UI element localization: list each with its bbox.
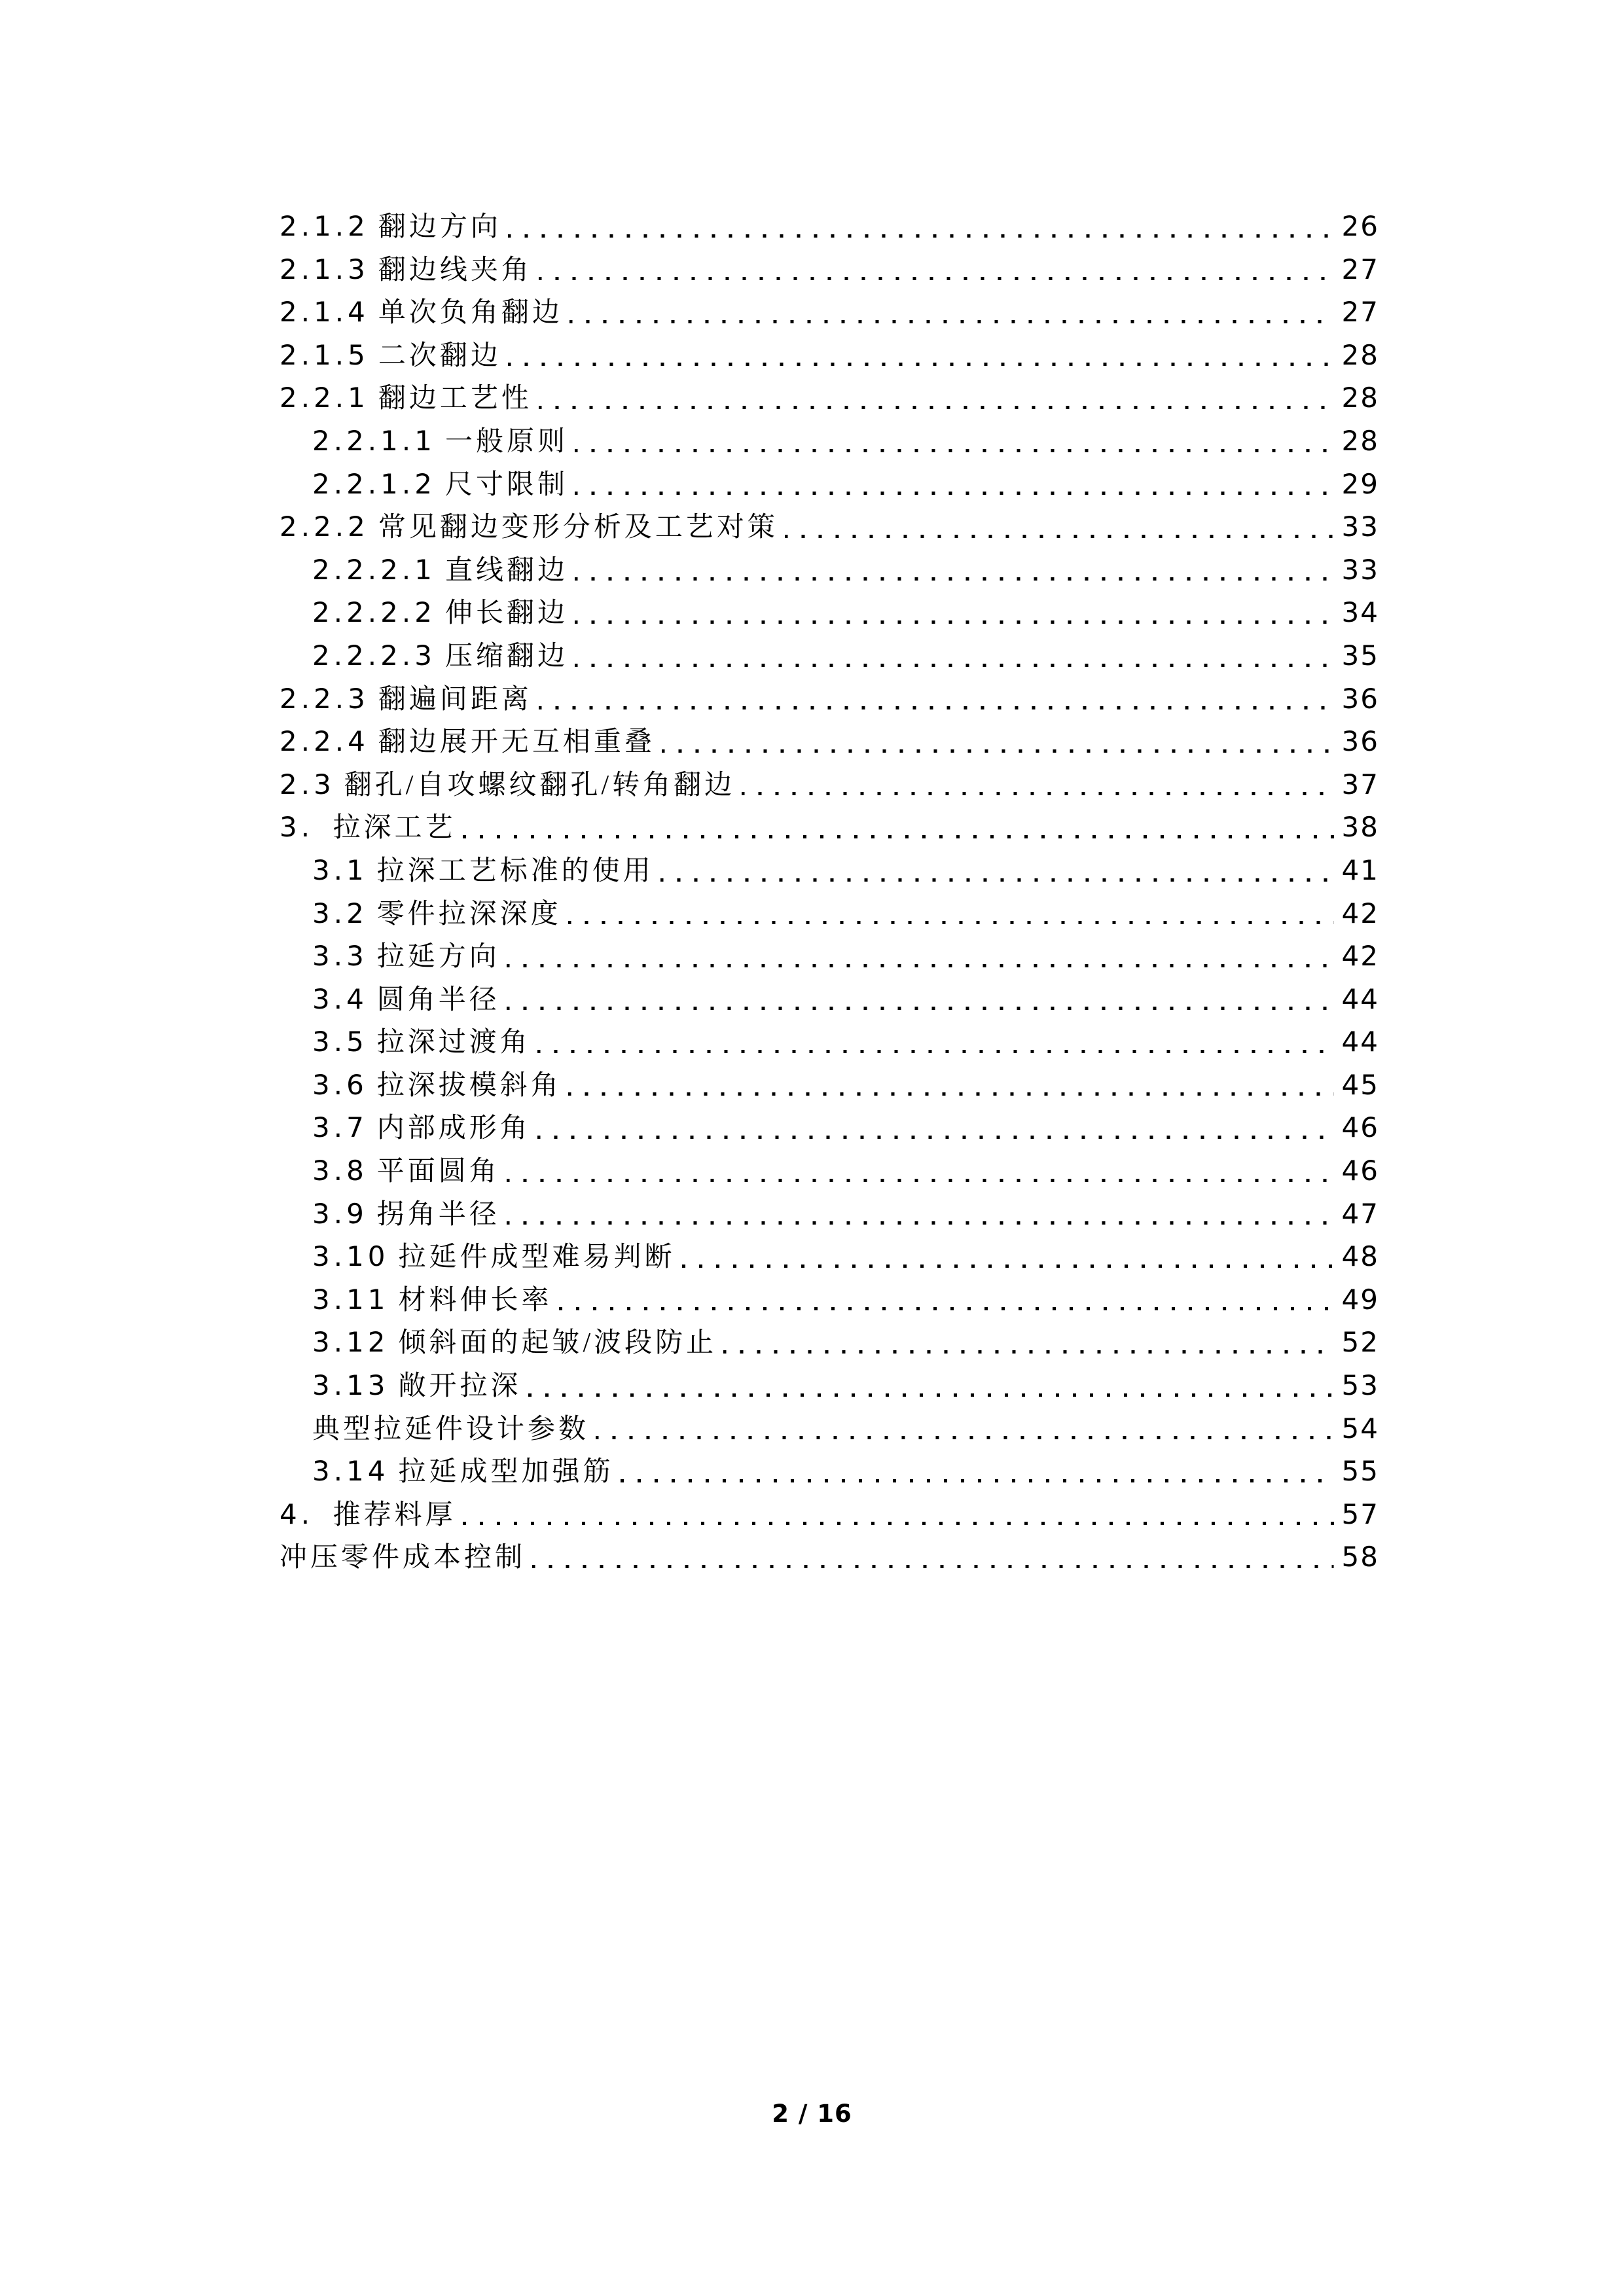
toc-entry-title: 二次翻边 [378,340,501,371]
toc-entry[interactable] [280,849,1379,892]
toc-entry-number: 3. [280,811,314,844]
toc-entry-page: 52 [1341,1326,1379,1359]
dot-leader [507,1179,1334,1182]
toc-entry-number: 2.1.5 [280,338,369,371]
toc-entry[interactable] [280,634,1379,677]
toc-entry[interactable] [280,376,1379,420]
toc-entry-page: 42 [1341,940,1379,973]
toc-entry-title: 拉深工艺 [323,813,456,844]
dot-leader [463,835,1334,838]
toc-entry[interactable] [280,1020,1379,1064]
toc-entry-number: 3.8 [312,1155,368,1187]
toc-entry-title: 翻边方向 [378,212,501,242]
toc-entry-title: 翻边线夹角 [378,255,532,285]
dot-leader [507,964,1334,967]
toc-entry-number: 3.2 [312,897,368,929]
toc-entry[interactable] [280,1235,1379,1278]
toc-entry-title: 拉深工艺标准的使用 [376,855,654,886]
page-indicator: 2 / 16 [772,2100,852,2128]
dot-leader [539,277,1334,280]
toc-entry-page: 42 [1341,897,1379,929]
toc-entry-number: 2.2.2.3 [312,639,436,672]
toc-entry-number: 2.1.2 [280,210,369,242]
toc-entry-number: 3.12 [312,1326,389,1359]
toc-entry-title: 材料伸长率 [398,1285,552,1316]
toc-entry-page: 47 [1341,1197,1379,1230]
toc-entry[interactable] [280,1364,1379,1407]
toc-entry-title: 拐角半径 [376,1199,500,1230]
toc-entry-page: 53 [1341,1369,1379,1402]
toc-entry-title: 拉深拔模斜角 [376,1070,562,1101]
toc-entry-page: 55 [1341,1455,1379,1488]
toc-entry-number: 3.9 [312,1197,368,1230]
toc-entry[interactable] [280,677,1379,721]
toc-entry-page: 29 [1341,467,1379,500]
dot-leader [596,1436,1334,1439]
toc-entry-number: 3.11 [312,1283,389,1316]
toc-entry-page: 48 [1341,1240,1379,1273]
toc-entry-number: 3.6 [312,1068,368,1101]
toc-entry[interactable] [280,1149,1379,1193]
toc-entry-number: 2.2.4 [280,725,369,758]
dot-leader [660,878,1334,882]
toc-entry-page: 27 [1341,253,1379,285]
toc-entry-title: 圆角半径 [376,984,500,1015]
toc-entry-number: 3.3 [312,940,368,973]
toc-entry-page: 37 [1341,768,1379,800]
dot-leader [682,1265,1334,1268]
toc-entry-number: 2.1.3 [280,253,369,285]
toc-entry-page: 33 [1341,511,1379,543]
toc-entry-title: 一般原则 [444,426,568,457]
toc-entry-page: 49 [1341,1283,1379,1316]
toc-entry-number: 2.2.1.1 [312,424,436,457]
toc-entry-number: 3.14 [312,1455,389,1488]
toc-entry-number: 3.5 [312,1026,368,1058]
dot-leader [568,921,1334,924]
dot-leader [742,792,1333,795]
toc-entry-page: 28 [1341,338,1379,371]
toc-entry[interactable] [280,892,1379,935]
dot-leader [785,535,1334,538]
toc-entry[interactable] [280,548,1379,592]
toc-entry-title: 拉深过渡角 [376,1028,531,1058]
toc-entry[interactable] [280,205,1379,248]
dot-leader [537,1136,1334,1139]
toc-entry[interactable] [280,1193,1379,1236]
toc-entry-page: 33 [1341,553,1379,586]
dot-leader [569,320,1334,323]
toc-entry-page: 46 [1341,1155,1379,1187]
toc-entry-title: 拉延方向 [376,942,500,973]
toc-entry-number: 2.2.2 [280,511,369,543]
toc-entry-page: 44 [1341,982,1379,1015]
dot-leader [537,1050,1334,1053]
toc-entry-title: 冲压零件成本控制 [280,1543,526,1573]
dot-leader [508,234,1334,238]
toc-entry-page: 34 [1341,596,1379,629]
toc-entry[interactable] [280,334,1379,377]
toc-entry-page: 28 [1341,424,1379,457]
toc-entry-title: 敞开拉深 [398,1371,522,1402]
toc-entry[interactable] [280,463,1379,506]
dot-leader [463,1522,1334,1525]
toc-entry-title: 内部成形角 [376,1113,531,1144]
toc-entry-title: 平面圆角 [376,1157,500,1187]
toc-entry-page: 54 [1341,1412,1379,1444]
toc-entry-title: 压缩翻边 [444,641,568,672]
toc-entry-number: 2.2.1 [280,382,369,414]
toc-entry-title: 拉延成型加强筋 [398,1457,614,1488]
dot-leader [575,664,1334,667]
toc-entry-number: 3.1 [312,853,368,886]
dot-leader [575,577,1334,581]
toc-entry-page: 28 [1341,382,1379,414]
toc-entry[interactable] [280,505,1379,548]
toc-entry[interactable] [280,420,1379,463]
toc-entry-title: 翻孔/自攻螺纹翻孔/转角翻边 [344,770,736,800]
toc-entry-number: 4. [280,1498,314,1530]
toc-entry-title: 零件拉深深度 [376,899,562,929]
toc-entry-number: 3.4 [312,982,368,1015]
dot-leader [528,1393,1334,1397]
toc-entry[interactable] [280,1493,1379,1536]
toc-entry[interactable] [280,291,1379,334]
toc-entry[interactable] [280,591,1379,634]
toc-entry-page: 35 [1341,639,1379,672]
toc-entry[interactable] [280,1278,1379,1321]
toc-entry[interactable] [280,1535,1379,1579]
toc-entry-title: 直线翻边 [444,555,568,586]
toc-entry[interactable] [280,720,1379,763]
toc-entry-number: 2.3 [280,768,335,800]
toc-entry-title: 典型拉延件设计参数 [312,1414,590,1444]
dot-leader [539,706,1334,709]
dot-leader [575,620,1334,624]
toc-entry-title: 尺寸限制 [444,469,568,500]
toc-entry-page: 57 [1341,1498,1379,1530]
toc-entry-page: 27 [1341,296,1379,329]
page-footer [0,2100,1624,2128]
toc-entry-page: 41 [1341,853,1379,886]
dot-leader [723,1350,1333,1354]
toc-entry-number: 2.2.1.2 [312,467,436,500]
toc-entry[interactable] [280,1106,1379,1149]
toc-entry-page: 36 [1341,682,1379,715]
toc-entry-number: 3.13 [312,1369,389,1402]
dot-leader [532,1565,1334,1568]
dot-leader [621,1479,1334,1482]
dot-leader [662,749,1334,753]
toc-entry-page: 58 [1341,1541,1379,1573]
toc-entry-title: 常见翻边变形分析及工艺对策 [378,512,778,543]
dot-leader [508,363,1334,366]
dot-leader [575,492,1334,495]
toc-entry[interactable] [280,1450,1379,1493]
toc-entry[interactable] [280,935,1379,978]
table-of-contents [280,205,1379,1579]
toc-entry[interactable] [280,248,1379,291]
dot-leader [559,1307,1334,1310]
toc-entry-page: 36 [1341,725,1379,758]
toc-entry-page: 46 [1341,1111,1379,1144]
toc-entry[interactable] [280,1321,1379,1364]
toc-entry-page: 45 [1341,1068,1379,1101]
toc-entry[interactable] [280,1407,1379,1450]
toc-entry-title: 单次负角翻边 [378,298,563,329]
dot-leader [539,406,1334,409]
toc-entry[interactable] [280,806,1379,849]
toc-entry-number: 2.2.2.1 [312,553,436,586]
toc-entry-number: 2.1.4 [280,296,369,329]
toc-entry-page: 38 [1341,811,1379,844]
toc-entry-title: 推荐料厚 [323,1499,456,1530]
dot-leader [507,1007,1334,1010]
toc-entry-number: 2.2.3 [280,682,369,715]
toc-entry-title: 倾斜面的起皱/波段防止 [398,1328,717,1359]
toc-entry-number: 2.2.2.2 [312,596,436,629]
dot-leader [575,449,1334,452]
toc-entry-page: 44 [1341,1026,1379,1058]
toc-entry[interactable] [280,763,1379,806]
toc-entry[interactable] [280,1064,1379,1107]
toc-entry-number: 3.10 [312,1240,389,1273]
toc-entry-title: 翻遍间距离 [378,684,532,715]
toc-entry-title: 拉延件成型难易判断 [398,1242,676,1273]
toc-entry[interactable] [280,978,1379,1021]
toc-entry-title: 翻边展开无互相重叠 [378,727,655,758]
toc-entry-title: 翻边工艺性 [378,384,532,414]
dot-leader [507,1221,1334,1225]
toc-entry-page: 26 [1341,210,1379,242]
toc-entry-number: 3.7 [312,1111,368,1144]
dot-leader [568,1092,1334,1096]
toc-entry-title: 伸长翻边 [444,598,568,629]
